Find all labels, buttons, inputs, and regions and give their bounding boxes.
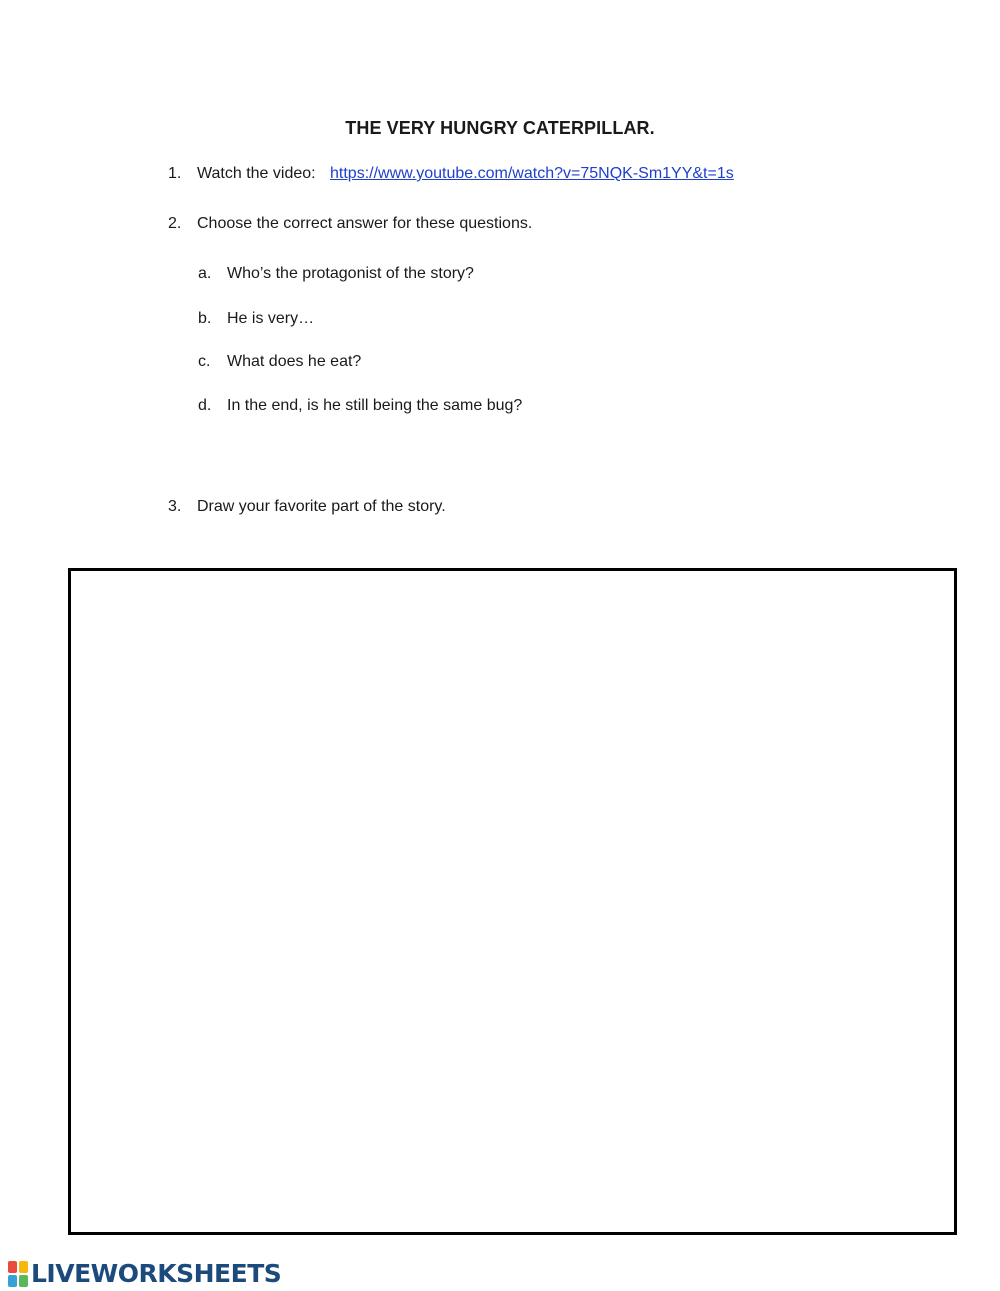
question-b [198,310,315,328]
item-3 [168,498,446,516]
question-d-text: In the end, is he still being the same bug? [227,397,523,414]
logo-text: LIVEWORKSHEETS [31,1259,282,1288]
logo-square-1 [8,1261,17,1273]
question-a-text: Who’s the protagonist of the story? [227,265,474,282]
worksheet-title: THE VERY HUNGRY CATERPILLAR. [345,118,655,138]
logo-square-2 [19,1261,28,1273]
logo-mark-icon [8,1261,28,1287]
item-1-number: 1. [168,165,182,182]
item-2-number: 2. [168,215,182,232]
question-c [198,353,362,371]
question-a [198,265,474,283]
question-d-letter: d. [198,397,212,414]
question-b-text: He is very… [227,310,315,327]
item-3-text: Draw your favorite part of the story. [197,498,446,515]
item-1 [168,165,734,183]
question-c-letter: c. [198,353,211,370]
item-2 [168,215,533,233]
logo-square-3 [8,1275,17,1287]
question-a-letter: a. [198,265,212,282]
logo-square-4 [19,1275,28,1287]
question-c-text: What does he eat? [227,353,362,370]
item-1-text: Watch the video: [197,165,316,182]
item-2-text: Choose the correct answer for these questions. [197,215,533,232]
question-b-letter: b. [198,310,212,327]
liveworksheets-logo [8,1259,281,1288]
drawing-area[interactable] [68,568,957,1235]
video-link[interactable]: https://www.youtube.com/watch?v=75NQK-Sm1YY&t=1s [330,165,734,182]
item-3-number: 3. [168,498,182,515]
question-d [198,397,523,415]
